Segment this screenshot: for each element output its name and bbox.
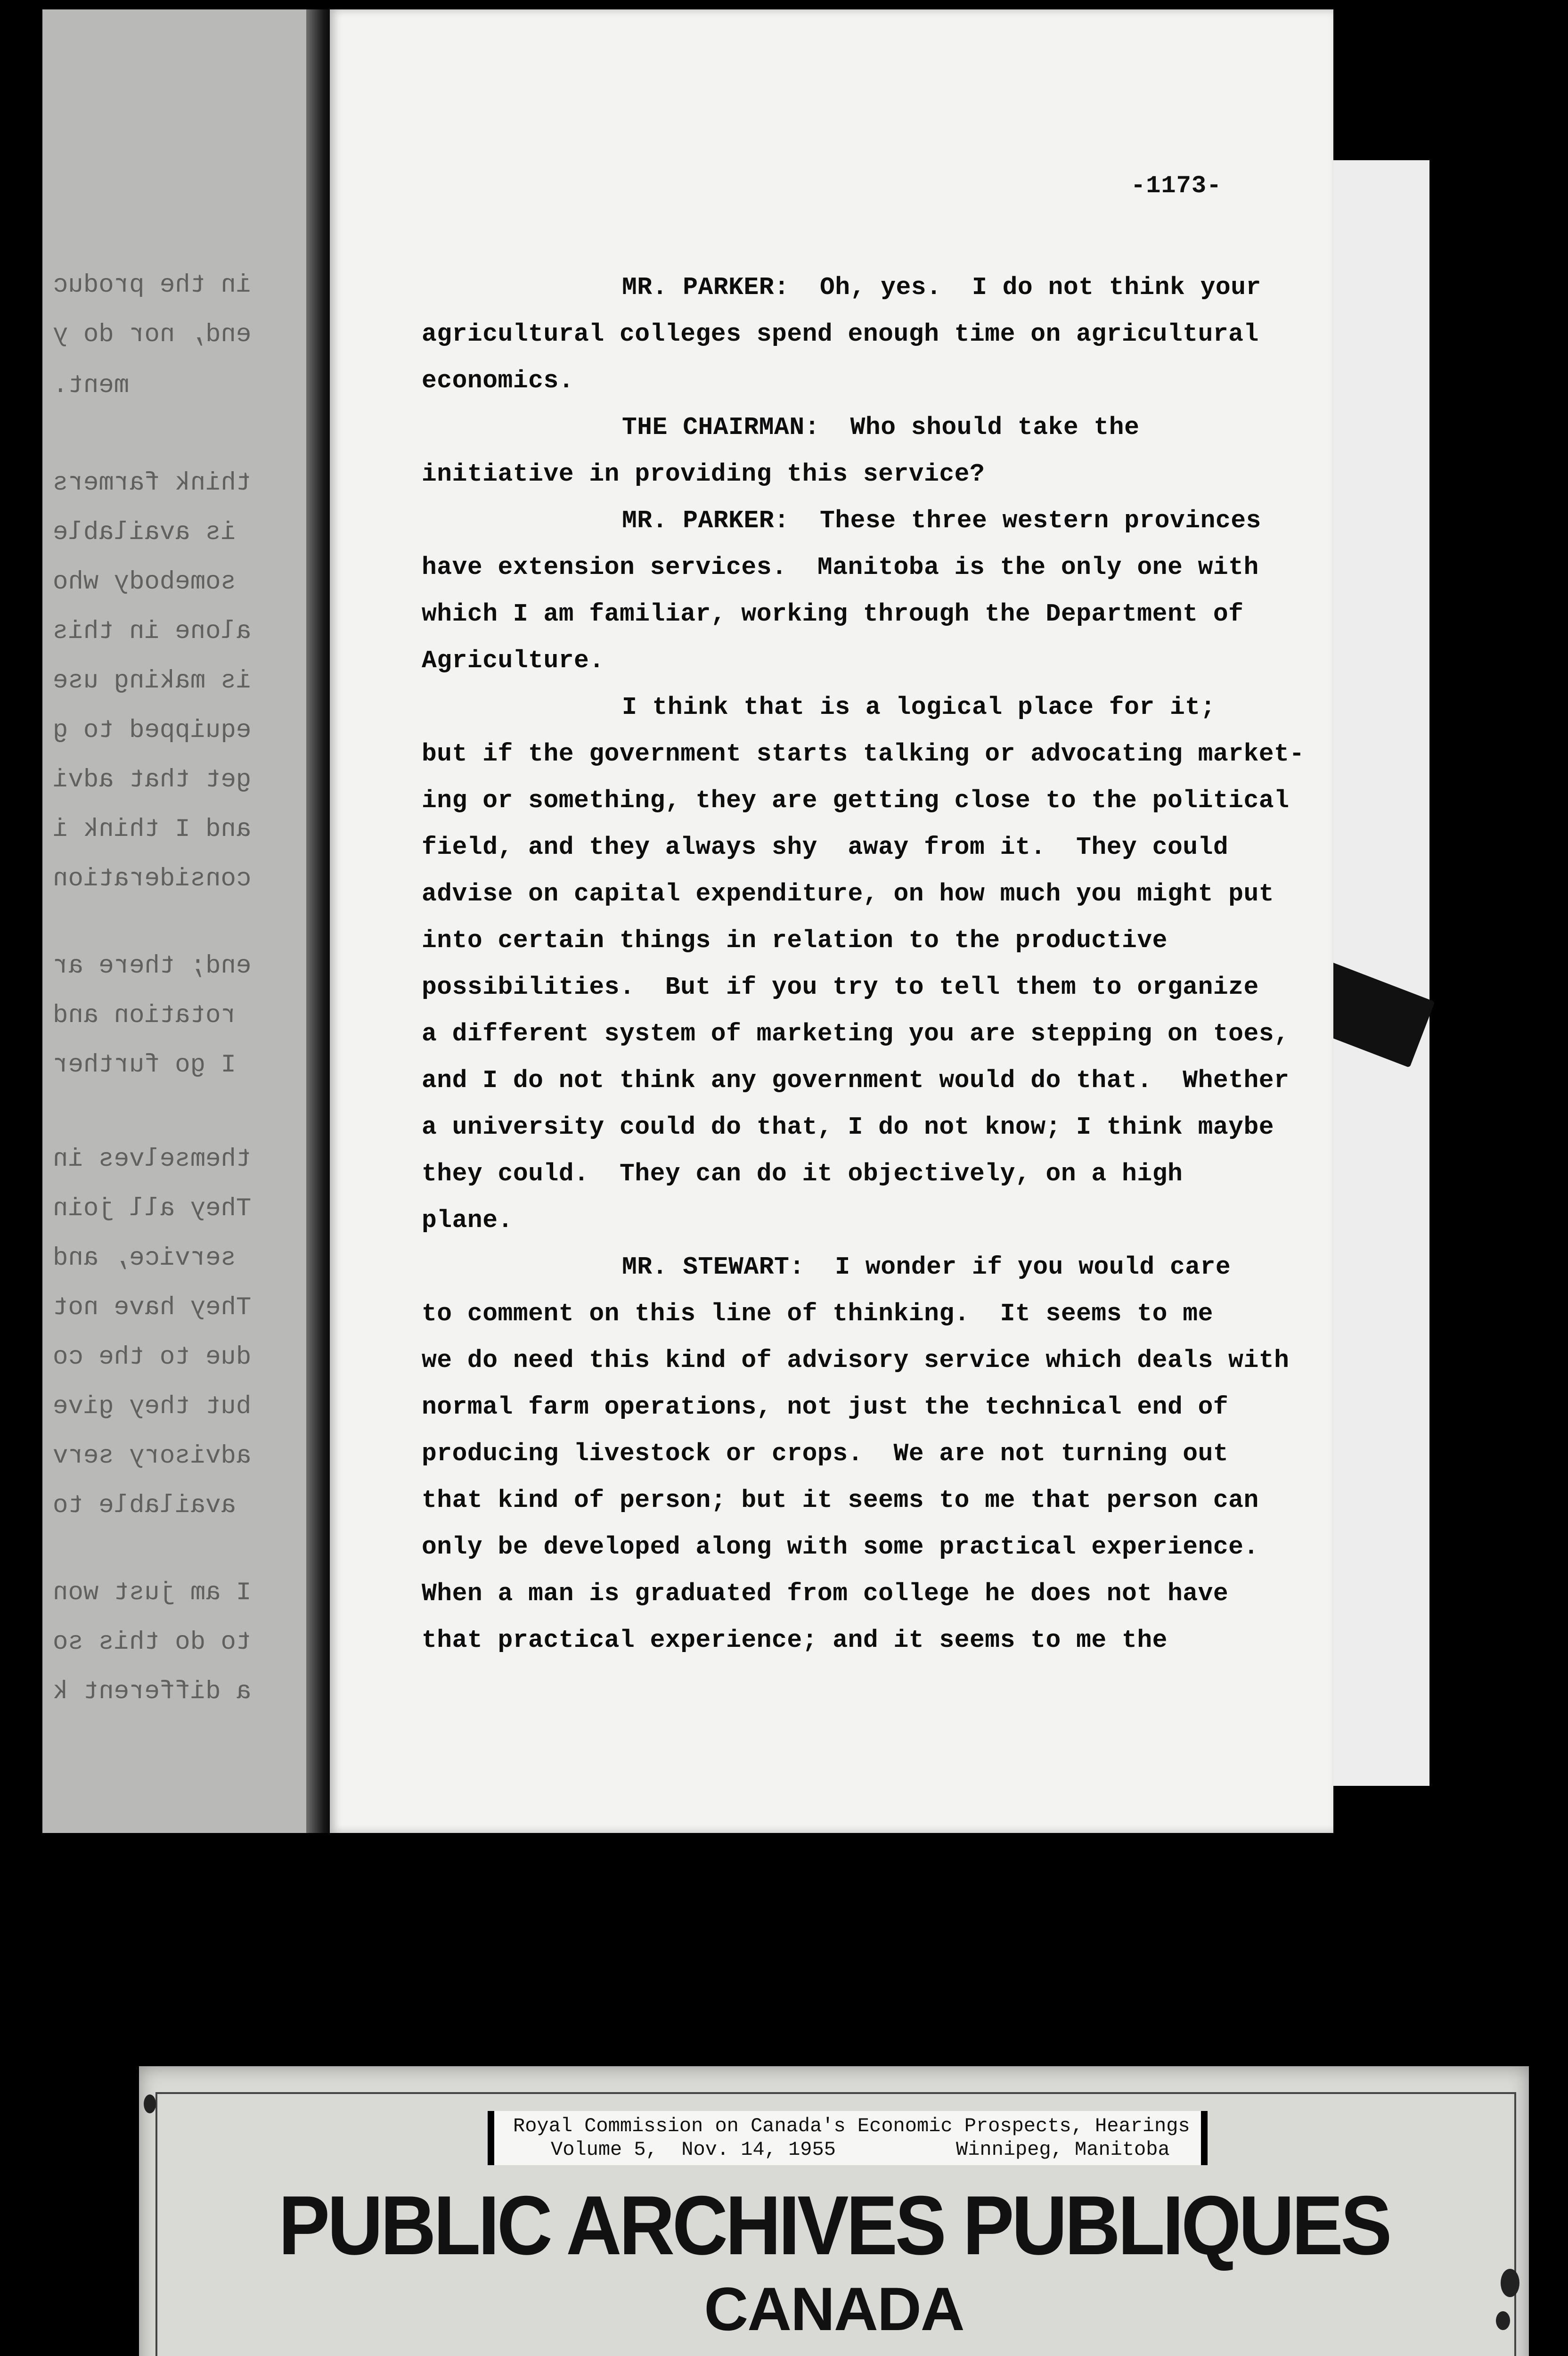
caption-box (488, 2111, 1208, 2165)
text-line: advise on capital expenditure, on how much you might put (422, 880, 1274, 908)
text-line: MR. STEWART: I wonder if you would care (622, 1253, 1231, 1281)
mirrored-line: to do this so (53, 1628, 252, 1657)
text-line: possibilities. But if you try to tell them to organize (422, 973, 1259, 1001)
mirrored-line: but they give (53, 1392, 252, 1421)
text-line: a university could do that, I do not know; I think maybe (422, 1113, 1274, 1141)
text-line: that kind of person; but it seems to me that person can (422, 1486, 1259, 1514)
archives-title: PUBLIC ARCHIVES PUBLIQUES (278, 2178, 1390, 2272)
film-speck (1501, 2269, 1519, 2297)
mirrored-line: rotation and (53, 1001, 236, 1030)
text-line: normal farm operations, not just the technical end of (422, 1393, 1229, 1421)
text-line: only be developed along with some practical experience. (422, 1533, 1259, 1561)
text-line: they could. They can do it objectively, on a high (422, 1160, 1183, 1188)
caption-location: Winnipeg, Manitoba (956, 2138, 1170, 2161)
mirrored-line: think farmers (53, 469, 252, 498)
adjacent-left-page (42, 9, 306, 1833)
mirrored-line: get that advi (53, 766, 252, 794)
mirrored-line: due to the co (53, 1343, 252, 1372)
mirrored-line: consideration (53, 865, 252, 893)
mirrored-line: equipped to g (53, 716, 252, 745)
mirrored-line: service, and (53, 1244, 236, 1273)
text-line: economics. (422, 367, 574, 395)
mirrored-line: I go further (53, 1051, 236, 1080)
mirrored-line: They all join (53, 1194, 252, 1223)
film-speck (144, 2094, 156, 2113)
text-line: initiative in providing this service? (422, 460, 985, 488)
text-line: agricultural colleges spend enough time on agricultural (422, 320, 1259, 348)
archive-label (139, 2066, 1529, 2356)
text-line: which I am familiar, working through the Department of (422, 600, 1244, 628)
text-line: into certain things in relation to the productive (422, 926, 1168, 955)
text-line: MR. PARKER: Oh, yes. I do not think your (622, 273, 1261, 302)
mirrored-line: somebody who (53, 568, 236, 597)
mirrored-line: end; there ar (53, 952, 252, 981)
archives-subtitle: CANADA (704, 2274, 964, 2343)
mirrored-line: ment. (53, 371, 130, 400)
mirrored-line: is making use (53, 667, 252, 695)
text-line: we do need this kind of advisory service which deals with (422, 1346, 1290, 1374)
text-line: to comment on this line of thinking. It seems to me (422, 1300, 1213, 1328)
caption-volume-date: Volume 5, Nov. 14, 1955 (551, 2138, 836, 2161)
mirrored-line: and I think i (53, 815, 252, 844)
text-line: plane. (422, 1206, 513, 1235)
text-line: field, and they always shy away from it. They could (422, 833, 1229, 861)
mirrored-line: alone in this (53, 617, 252, 646)
text-line: have extension services. Manitoba is the only one with (422, 553, 1259, 581)
text-line: When a man is graduated from college he does not have (422, 1579, 1229, 1608)
text-line: and I do not think any government would do that. Whether (422, 1066, 1290, 1095)
text-line: but if the government starts talking or advocating market- (422, 740, 1305, 768)
mirrored-line: themselves in (53, 1145, 252, 1174)
text-line: that practical experience; and it seems to me the (422, 1626, 1168, 1654)
text-line: producing livestock or crops. We are not turning out (422, 1440, 1229, 1468)
mirrored-line: is available (53, 518, 236, 547)
mirrored-line: in the produc (53, 271, 252, 300)
text-line: THE CHAIRMAN: Who should take the (622, 413, 1140, 442)
text-line: Agriculture. (422, 646, 604, 675)
text-line: I think that is a logical place for it; (622, 693, 1216, 721)
text-line: MR. PARKER: These three western provinces (622, 507, 1261, 535)
text-line: a different system of marketing you are stepping on toes, (422, 1020, 1290, 1048)
mirrored-line: They have not (53, 1293, 252, 1322)
mirrored-text-block (42, 9, 306, 1833)
mirrored-line: end, nor do y (53, 320, 252, 349)
caption-line-1: Royal Commission on Canada's Economic Prospects, Hearings (513, 2115, 1190, 2137)
page-number: -1173- (1131, 172, 1222, 200)
mirrored-line: I am just won (53, 1579, 252, 1607)
text-line: ing or something, they are getting close to the political (422, 786, 1290, 815)
mirrored-line: available to (53, 1491, 236, 1520)
mirrored-line: advisory serv (53, 1442, 252, 1471)
film-speck (1496, 2311, 1510, 2330)
mirrored-line: a different k (53, 1677, 252, 1706)
